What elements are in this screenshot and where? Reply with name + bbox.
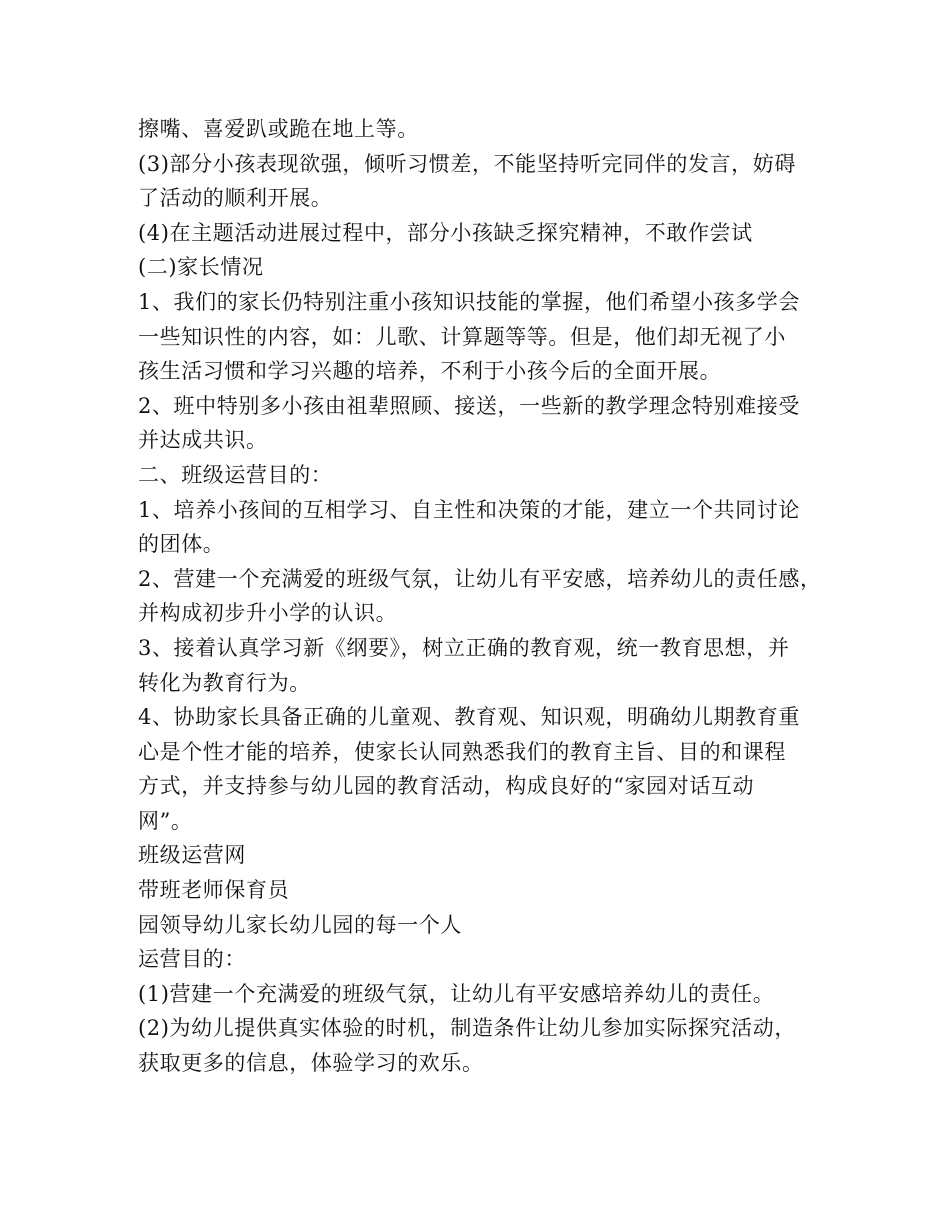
- text-line: 转化为教育行为。: [138, 670, 311, 695]
- text-line: 擦嘴、喜爱趴或跪在地上等。: [138, 117, 419, 141]
- text-line: (1)营建一个充满爱的班级气氛，让幼儿有平安感培养幼儿的责任。: [138, 981, 775, 1006]
- text-line: 获取更多的信息，体验学习的欢乐。: [138, 1051, 484, 1076]
- text-line: 了活动的顺利开展。: [138, 186, 333, 211]
- text-line: 4、协助家长具备正确的儿童观、教育观、知识观，明确幼儿期教育重: [138, 705, 800, 730]
- text-line: 运营目的：: [138, 947, 246, 972]
- text-line: 3、接着认真学习新《纲要》，树立正确的教育观，统一教育思想，并: [138, 635, 790, 660]
- text-line: 网”。: [138, 808, 193, 833]
- text-line: 班级运营网: [138, 843, 246, 868]
- document-body: [138, 112, 828, 1081]
- text-line: 1、培养小孩间的互相学习、自主性和决策的才能，建立一个共同讨论: [138, 497, 800, 522]
- text-line: 一些知识性的内容，如：儿歌、计算题等等。但是，他们却无视了小: [138, 324, 786, 349]
- text-line: 2、营建一个充满爱的班级气氛，让幼儿有平安感，培养幼儿的责任感，: [138, 566, 822, 591]
- text-line: 方式，并支持参与幼儿园的教育活动，构成良好的“家园对话互动: [138, 774, 755, 799]
- section-heading: (二)家长情况: [138, 255, 264, 280]
- text-line: (4)在主题活动进展过程中，部分小孩缺乏探究精神，不敢作尝试: [138, 220, 753, 245]
- text-line: 2、班中特别多小孩由祖辈照顾、接送，一些新的教学理念特别难接受: [138, 393, 800, 418]
- section-heading: 二、班级运营目的：: [138, 462, 333, 487]
- text-line: 心是个性才能的培养，使家长认同熟悉我们的教育主旨、目的和课程: [138, 739, 786, 764]
- text-line: 1、我们的家长仍特别注重小孩知识技能的掌握，他们希望小孩多学会: [138, 289, 800, 314]
- text-line: 孩生活习惯和学习兴趣的培养，不利于小孩今后的全面开展。: [138, 359, 722, 384]
- text-line: (3)部分小孩表现欲强，倾听习惯差，不能坚持听完同伴的发言，妨碍: [138, 151, 796, 176]
- text-line: 带班老师保育员: [138, 878, 290, 903]
- text-line: (2)为幼儿提供真实体验的时机，制造条件让幼儿参加实际探究活动，: [138, 1016, 796, 1041]
- text-line: 并达成共识。: [138, 428, 268, 453]
- text-line: 的团体。: [138, 532, 225, 557]
- text-line: 园领导幼儿家长幼儿园的每一个人: [138, 912, 462, 937]
- text-line: 并构成初步升小学的认识。: [138, 601, 398, 626]
